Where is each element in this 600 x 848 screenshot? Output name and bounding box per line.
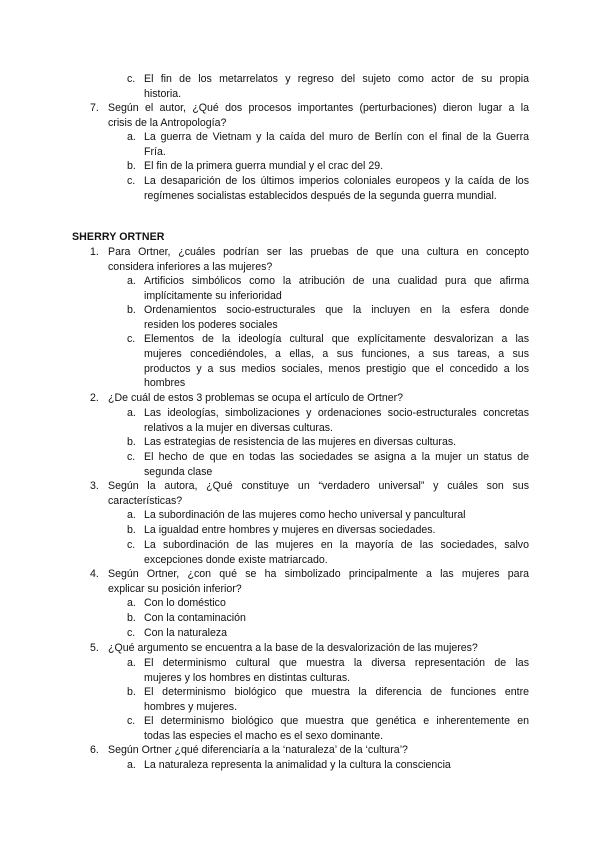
option-text (144, 303, 529, 333)
text-line: historia. (144, 87, 182, 100)
text-line: Fría. (144, 145, 166, 158)
text-line: Con lo doméstico (144, 597, 226, 609)
text-line: hombres y mujeres. (144, 700, 238, 713)
question-number: 4. (90, 568, 99, 580)
option-marker: c. (127, 627, 136, 639)
text-line: La subordinación de las mujeres en la mayoría de las sociedades, salvo (144, 539, 529, 551)
text-line: El fin de los metarrelatos y regreso del sujeto como actor de su propia (144, 73, 529, 85)
question-number: 2. (90, 392, 99, 404)
text-line: todas las especies el macho es el sexo dominante. (144, 729, 384, 742)
option-text (144, 450, 529, 480)
text-line: mujeres concediéndoles, a ellas, a sus funciones, a sus tareas, a sus (144, 347, 529, 360)
option-text (144, 159, 529, 174)
text-line: Artificios simbólicos como la atribución de una cualidad pura que afirma (144, 275, 529, 287)
text-line: El determinismo biológico que muestra que genética e inherentemente en (144, 715, 529, 727)
option-text (144, 274, 529, 304)
text-line: Según Ortner ¿qué diferenciaría a la ‘naturaleza’ de la ‘cultura’? (108, 744, 408, 756)
option-marker: b. (127, 436, 136, 448)
text-line: La subordinación de las mujeres como hecho universal y pancultural (144, 509, 466, 521)
option-text (144, 130, 529, 160)
option-text (144, 435, 529, 450)
option-marker: c. (127, 175, 136, 187)
question-number: 3. (90, 480, 99, 492)
option-marker: c. (127, 73, 136, 85)
section-title: SHERRY ORTNER (72, 231, 165, 243)
text-line: segunda clase (144, 465, 213, 478)
option-marker: a. (127, 275, 136, 287)
option-text (144, 174, 529, 204)
option-marker: a. (127, 657, 136, 669)
option-text (144, 611, 529, 626)
option-marker: a. (127, 759, 136, 771)
option-text (144, 538, 529, 568)
question-number: 7. (90, 102, 99, 114)
text-line: Ordenamientos socio-estructurales que la incluyen en la esfera donde (144, 304, 529, 316)
text-line: El determinismo cultural que muestra la diversa representación de las (144, 657, 529, 669)
text-line: Según la autora, ¿Qué constituye un “verdadero universal” y cuáles son sus (108, 480, 529, 492)
text-line: hombres (144, 377, 186, 390)
option-marker: b. (127, 160, 136, 172)
text-line: Las estrategias de resistencia de las mujeres en diversas culturas. (144, 436, 457, 448)
option-marker: a. (127, 407, 136, 419)
text-line: ¿Qué argumento se encuentra a la base de la desvalorización de las mujeres? (108, 642, 478, 654)
text-line: La guerra de Vietnam y la caída del muro de Berlín con el final de la Guerra (144, 131, 529, 143)
option-text (144, 685, 529, 715)
option-text (144, 72, 529, 102)
question-number: 6. (90, 744, 99, 756)
option-text (144, 332, 529, 391)
option-marker: c. (127, 715, 136, 727)
text-line: relativos a la mujer en diversas culturas. (144, 421, 334, 434)
question-number: 1. (90, 246, 99, 258)
text-line: mujeres y los hombres en distintas culturas. (144, 671, 351, 684)
option-text (144, 758, 529, 773)
option-text (144, 406, 529, 436)
question-text (108, 641, 529, 656)
text-line: considera inferiores a las mujeres? (108, 260, 273, 273)
option-marker: b. (127, 524, 136, 536)
option-text (144, 508, 529, 523)
option-marker: a. (127, 597, 136, 609)
text-line: explicar su posición inferior? (108, 582, 242, 595)
text-line: Con la naturaleza (144, 627, 228, 639)
text-line: ¿De cuál de estos 3 problemas se ocupa el artículo de Ortner? (108, 392, 404, 404)
option-marker: b. (127, 686, 136, 698)
text-line: El hecho de que en todas las sociedades se asigna a la mujer un status de (144, 451, 529, 463)
text-line: productos y a sus medios sociales, menos prestigio que el concedido a los (144, 362, 529, 375)
question-text (108, 101, 529, 131)
text-line: regímenes socialistas establecidos después de la segunda guerra mundial. (144, 189, 497, 202)
text-line: excepciones donde existe matriarcado. (144, 553, 328, 566)
text-line: El determinismo biológico que muestra la diferencia de funciones entre (144, 686, 529, 698)
option-marker: a. (127, 509, 136, 521)
text-line: crisis de la Antropología? (108, 116, 227, 129)
question-text (108, 743, 529, 758)
question-text (108, 391, 529, 406)
question-text (108, 479, 529, 509)
text-line: características? (108, 494, 183, 507)
text-line: implícitamente su inferioridad (144, 289, 282, 302)
option-marker: a. (127, 131, 136, 143)
option-text (144, 626, 529, 641)
text-line: Elementos de la ideología cultural que explícitamente desvalorizan a las (144, 333, 529, 345)
option-marker: c. (127, 451, 136, 463)
question-text (108, 245, 529, 275)
text-line: Según Ortner, ¿con qué se ha simbolizado principalmente a las mujeres para (108, 568, 529, 580)
option-marker: c. (127, 539, 136, 551)
text-line: La igualdad entre hombres y mujeres en diversas sociedades. (144, 524, 436, 536)
question-number: 5. (90, 642, 99, 654)
text-line: Para Ortner, ¿cuáles podrían ser las pruebas de que una cultura en concepto (108, 246, 529, 258)
option-marker: b. (127, 304, 136, 316)
option-marker: c. (127, 333, 136, 345)
text-line: Con la contaminación (144, 612, 246, 624)
option-text (144, 523, 529, 538)
text-line: residen los poderes sociales (144, 318, 278, 331)
text-line: La desaparición de los últimos imperios coloniales europeos y la caída de los (144, 175, 529, 187)
text-line: El fin de la primera guerra mundial y el crac del 29. (144, 160, 384, 172)
option-text (144, 596, 529, 611)
option-marker: b. (127, 612, 136, 624)
option-text (144, 656, 529, 686)
text-line: La naturaleza representa la animalidad y la cultura la consciencia (144, 759, 451, 771)
option-text (144, 714, 529, 744)
text-line: Según el autor, ¿Qué dos procesos importantes (perturbaciones) dieron lugar a la (108, 102, 529, 114)
question-text (108, 567, 529, 597)
text-line: Las ideologías, simbolizaciones y ordenaciones socio-estructurales concretas (144, 407, 529, 419)
